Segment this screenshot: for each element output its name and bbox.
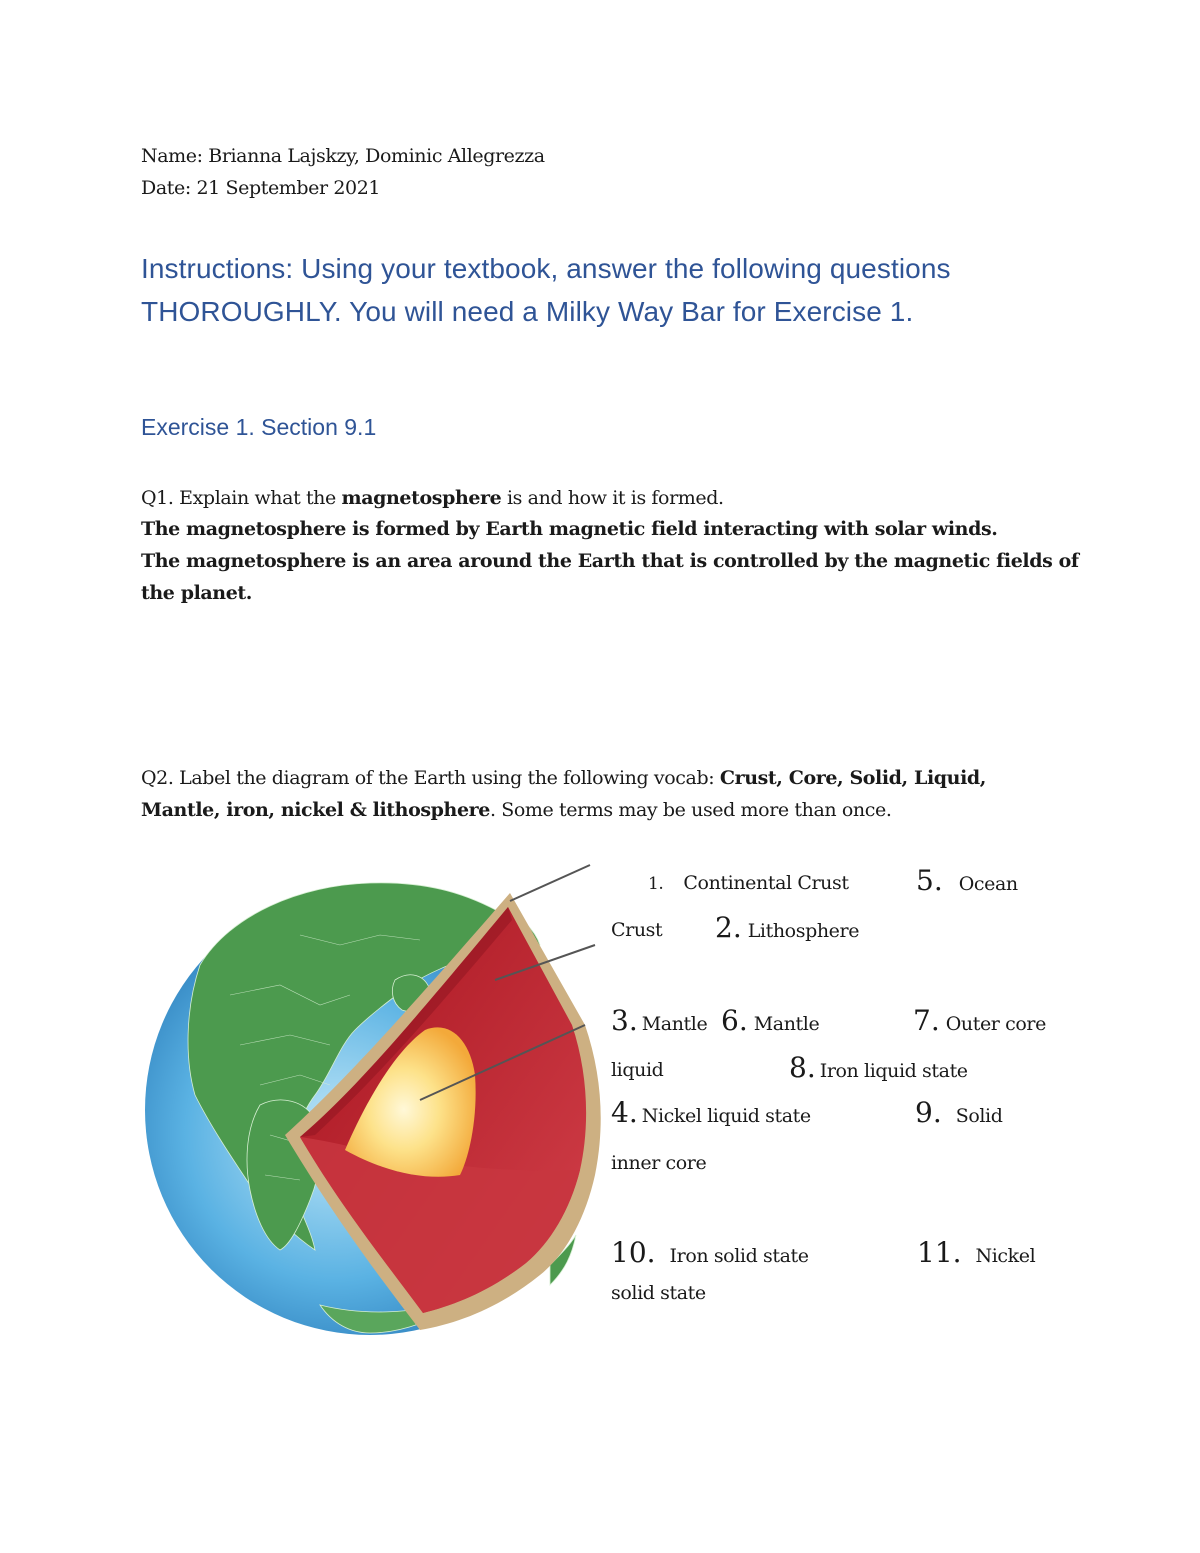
q1-answer-line-3: the planet. [141, 582, 253, 604]
label-4-text: Nickel liquid state [641, 1105, 811, 1127]
label-5 [916, 864, 1018, 897]
label-6-number: 6. [721, 1004, 748, 1037]
q1-answer-line-2: The magnetosphere is an area around the Earth that is controlled by the magnetic fields of [141, 550, 1079, 572]
q2-prompt-line-1 [141, 767, 986, 789]
label-7-number: 7. [913, 1004, 940, 1037]
label-3 [611, 1004, 707, 1037]
q1-prompt-end: is and how it is formed. [501, 487, 724, 509]
label-4-number: 4. [611, 1096, 638, 1129]
name-line: Name: Brianna Lajskzy, Dominic Allegrezza [141, 145, 545, 167]
label-9-number: 9. [915, 1096, 942, 1129]
label-9-text-b: inner core [611, 1152, 707, 1174]
label-1 [648, 872, 849, 894]
label-4 [611, 1096, 811, 1129]
label-6-text-b: liquid [611, 1059, 664, 1081]
label-1-number: 1. [648, 874, 664, 894]
label-1-text: Continental Crust [683, 872, 849, 894]
label-11-number: 11. [917, 1236, 962, 1269]
label-6-text-a: Mantle [753, 1013, 820, 1035]
q1-prompt [141, 487, 724, 509]
label-6 [721, 1004, 819, 1037]
instructions-line-2: THOROUGHLY. You will need a Milky Way Bar for Exercise 1. [141, 296, 914, 327]
q2-vocab-2: Mantle, iron, nickel & lithosphere [141, 799, 490, 821]
label-9-text-a: Solid [955, 1105, 1003, 1127]
leader-line-crust [510, 865, 590, 901]
q1-answer-line-1: The magnetosphere is formed by Earth magnetic field interacting with solar winds. [141, 518, 998, 540]
earth-cutaway-diagram [140, 845, 610, 1365]
label-9 [915, 1096, 1003, 1129]
q1-prompt-start: Q1. Explain what the [141, 487, 342, 509]
label-11-text-a: Nickel [975, 1245, 1036, 1267]
label-2 [715, 911, 859, 944]
instructions-line-1: Instructions: Using your textbook, answer the following questions [141, 253, 951, 284]
label-5-text-b: Crust [611, 919, 663, 941]
label-3-text: Mantle [641, 1013, 708, 1035]
date-line: Date: 21 September 2021 [141, 177, 381, 199]
label-8 [789, 1051, 968, 1084]
label-7-text: Outer core [945, 1013, 1046, 1035]
q2-prompt-end: . Some terms may be used more than once. [489, 799, 892, 821]
label-8-number: 8. [789, 1051, 816, 1084]
label-10-number: 10. [611, 1236, 656, 1269]
label-5-text-a: Ocean [958, 873, 1018, 895]
q2-vocab-1: Crust, Core, Solid, Liquid, [719, 767, 986, 789]
label-7 [913, 1004, 1046, 1037]
label-2-text: Lithosphere [747, 920, 860, 942]
label-11 [917, 1236, 1035, 1269]
label-10-text: Iron solid state [669, 1245, 809, 1267]
label-2-number: 2. [715, 911, 742, 944]
label-8-text: Iron liquid state [819, 1060, 968, 1082]
label-3-number: 3. [611, 1004, 638, 1037]
label-11-text-b: solid state [611, 1282, 706, 1304]
q2-prompt-line-2 [141, 799, 891, 821]
label-10 [611, 1236, 809, 1269]
label-5-number: 5. [916, 864, 943, 897]
exercise-title: Exercise 1. Section 9.1 [141, 414, 377, 440]
q1-keyword: magnetosphere [341, 487, 502, 509]
q2-prompt-start: Q2. Label the diagram of the Earth using the following vocab: [141, 767, 720, 789]
